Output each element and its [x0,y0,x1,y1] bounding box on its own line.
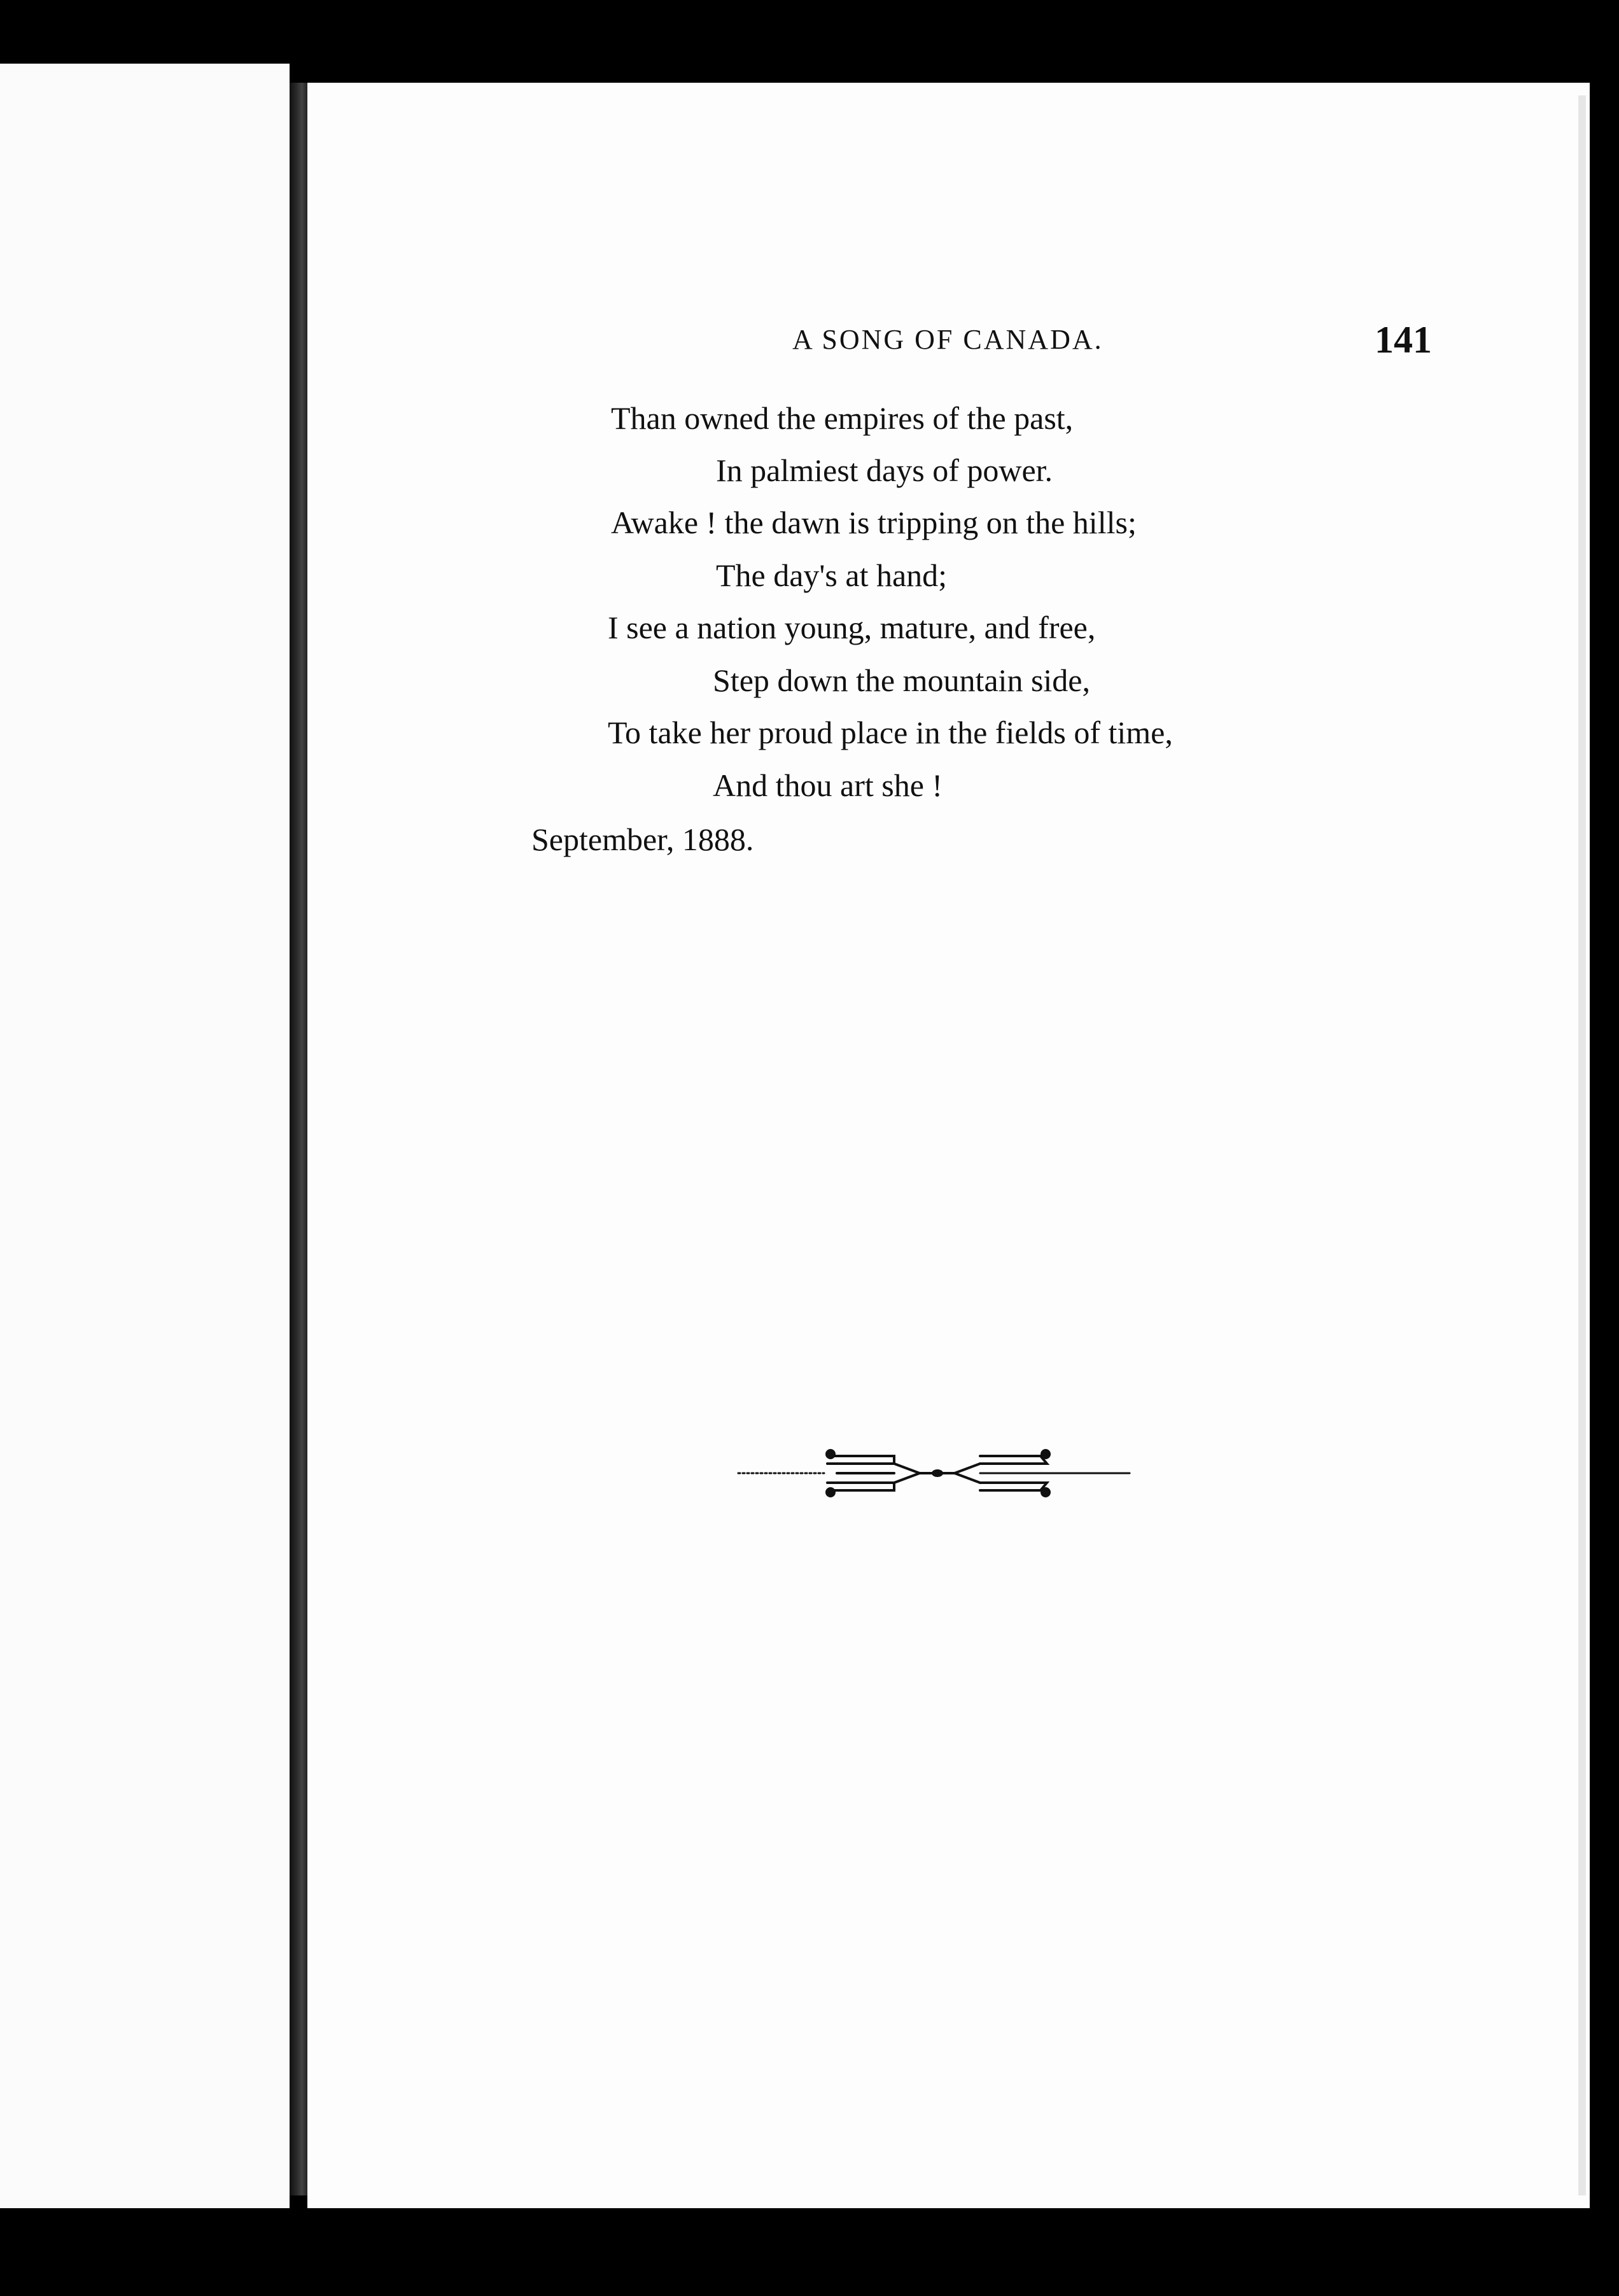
ornament-divider-icon [735,1445,1136,1502]
running-title: A SONG OF CANADA. [792,324,1104,355]
poem-line: I see a nation young, mature, and free, [608,610,1096,645]
poem-line: The day's at hand; [716,557,948,593]
poem-line: Than owned the empires of the past, [611,400,1074,436]
poem-date: September, 1888. [531,822,754,857]
page-number: 141 [1375,319,1432,361]
poem-line: In palmiest days of power. [716,452,1053,488]
poem-line: Step down the mountain side, [713,662,1090,698]
poem-line: To take her proud place in the fields of time, [608,715,1173,750]
poem-line: Awake ! the dawn is tripping on the hills; [611,505,1137,540]
page-edge [1578,95,1586,2195]
book-gutter [290,83,307,2195]
facing-page [0,64,290,2208]
poem-line: And thou art she ! [713,767,943,803]
